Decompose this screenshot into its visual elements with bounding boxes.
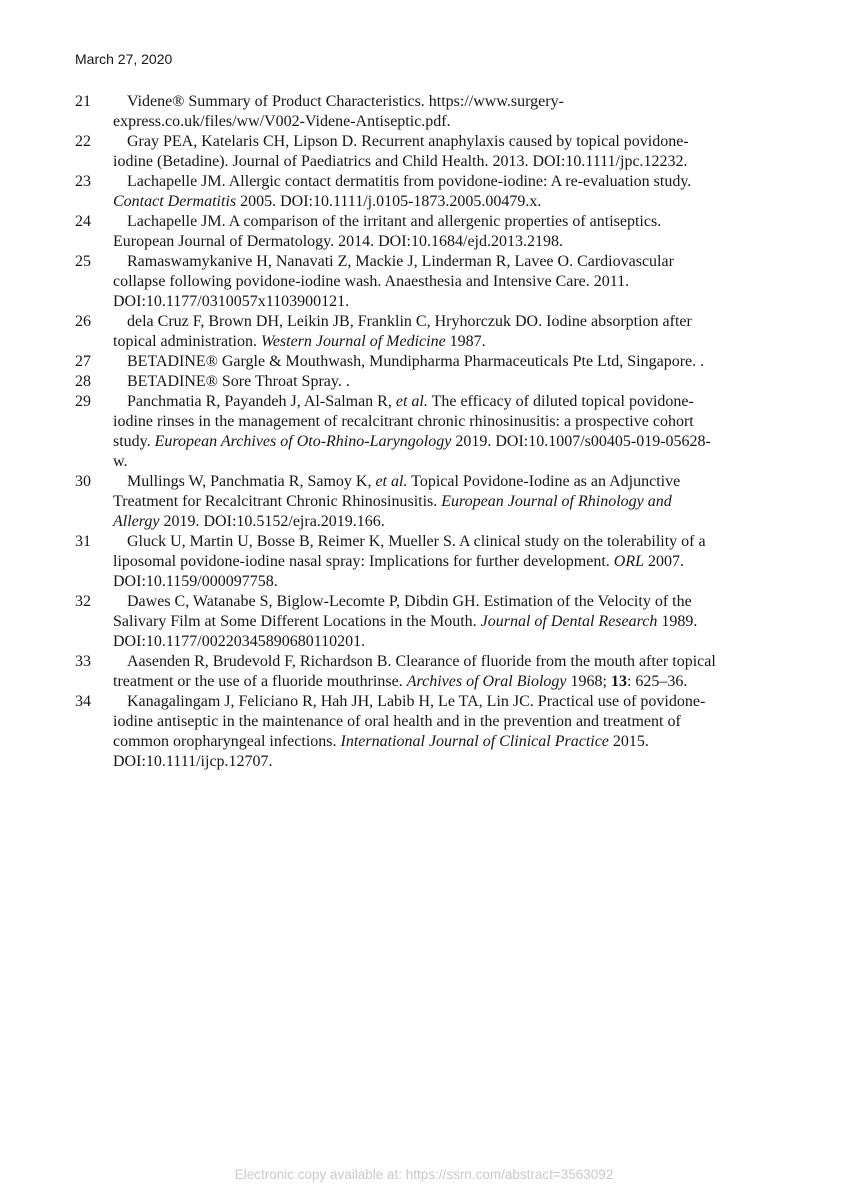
reference-number: 25: [75, 253, 91, 270]
reference-item: [75, 472, 793, 532]
reference-number: 29: [75, 393, 91, 410]
reference-journal-segment: et al.: [395, 393, 428, 410]
reference-line: [113, 632, 793, 652]
reference-journal-segment: European Journal of Rhinology and: [441, 493, 672, 510]
reference-line: [113, 692, 793, 712]
reference-text-segment: treatment or the use of a fluoride mouthrinse.: [113, 673, 407, 690]
reference-line: [113, 352, 793, 372]
reference-text-segment: Topical Povidone-Iodine as an Adjunctive: [407, 473, 681, 490]
reference-journal-segment: Western Journal of Medicine: [260, 333, 446, 350]
reference-line: [113, 372, 793, 392]
reference-line: [113, 652, 793, 672]
reference-text-segment: Panchmatia R, Payandeh J, Al-Salman R,: [127, 393, 396, 410]
reference-number: 27: [75, 353, 91, 370]
reference-number: 22: [75, 133, 91, 150]
reference-text-segment: 2019. DOI:10.5152/ejra.2019.166.: [159, 513, 385, 530]
reference-item: [75, 312, 793, 352]
reference-number: 34: [75, 693, 91, 710]
reference-text-segment: 2019. DOI:10.1007/s00405-019-05628-: [451, 433, 711, 450]
reference-text-segment: DOI:10.1111/ijcp.12707.: [113, 753, 273, 770]
reference-text-segment: collapse following povidone-iodine wash. Anaesthesia and Intensive Care. 2011.: [113, 273, 630, 290]
reference-journal-segment: Journal of Dental Research: [480, 613, 658, 630]
reference-number: 24: [75, 213, 91, 230]
reference-item: [75, 652, 793, 692]
reference-line: [113, 312, 793, 332]
reference-line: [113, 732, 793, 752]
reference-text-segment: Kanagalingam J, Feliciano R, Hah JH, Labib H, Le TA, Lin JC. Practical use of povidone-: [127, 693, 706, 710]
reference-line: [113, 272, 793, 292]
reference-text-segment: Videne® Summary of Product Characteristics. https://www.surgery-: [127, 93, 564, 110]
reference-line: [113, 92, 793, 112]
reference-item: [75, 212, 793, 252]
reference-number: 23: [75, 173, 91, 190]
reference-item: [75, 592, 793, 652]
reference-journal-segment: ORL: [613, 553, 644, 570]
reference-number: 21: [75, 93, 91, 110]
reference-line: [113, 212, 793, 232]
reference-text-segment: Dawes C, Watanabe S, Biglow-Lecomte P, Dibdin GH. Estimation of the Velocity of the: [127, 593, 692, 610]
reference-text-segment: common oropharyngeal infections.: [113, 733, 341, 750]
reference-text-segment: Mullings W, Panchmatia R, Samoy K,: [127, 473, 376, 490]
reference-number: 28: [75, 373, 91, 390]
reference-journal-segment: International Journal of Clinical Practice: [340, 733, 609, 750]
reference-item: [75, 252, 793, 312]
reference-number: 30: [75, 473, 91, 490]
reference-line: [113, 672, 793, 692]
document-date: March 27, 2020: [75, 51, 173, 67]
reference-line: [113, 152, 793, 172]
reference-item: [75, 692, 793, 772]
reference-line: [113, 172, 793, 192]
reference-line: [113, 432, 793, 452]
reference-text-segment: iodine (Betadine). Journal of Paediatrics and Child Health. 2013. DOI:10.1111/jpc.12232.: [113, 153, 688, 170]
reference-line: [113, 512, 793, 532]
reference-volume-segment: 13: [610, 673, 627, 690]
reference-line: [113, 712, 793, 732]
reference-text-segment: topical administration.: [113, 333, 261, 350]
reference-number: 32: [75, 593, 91, 610]
ssrn-watermark: Electronic copy available at: https://ssrn.com/abstract=3563092: [234, 1167, 614, 1182]
reference-line: [113, 472, 793, 492]
reference-text-segment: Ramaswamykanive H, Nanavati Z, Mackie J, Linderman R, Lavee O. Cardiovascular: [127, 253, 674, 270]
reference-line: [113, 392, 793, 412]
reference-text-segment: 1968;: [566, 673, 611, 690]
reference-text-segment: Lachapelle JM. Allergic contact dermatitis from povidone-iodine: A re-evaluation study.: [127, 173, 692, 190]
reference-journal-segment: Archives of Oral Biology: [406, 673, 567, 690]
reference-line: [113, 612, 793, 632]
reference-text-segment: DOI:10.1177/00220345890680110201.: [113, 633, 366, 650]
reference-item: [75, 172, 793, 212]
reference-text-segment: w.: [113, 453, 128, 470]
reference-text-segment: Lachapelle JM. A comparison of the irritant and allergenic properties of antiseptics.: [127, 213, 662, 230]
reference-item: [75, 132, 793, 172]
reference-text-segment: BETADINE® Gargle & Mouthwash, Mundipharma Pharmaceuticals Pte Ltd, Singapore. .: [127, 353, 705, 370]
reference-line: [113, 232, 793, 252]
reference-line: [113, 752, 793, 772]
reference-item: [75, 372, 793, 392]
reference-text-segment: DOI:10.1177/0310057x1103900121.: [113, 293, 350, 310]
reference-text-segment: 2005. DOI:10.1111/j.0105-1873.2005.00479.x.: [236, 193, 542, 210]
reference-text-segment: The efficacy of diluted topical povidone-: [427, 393, 694, 410]
reference-text-segment: BETADINE® Sore Throat Spray. .: [127, 373, 350, 390]
reference-item: [75, 352, 793, 372]
reference-text-segment: Treatment for Recalcitrant Chronic Rhinosinusitis.: [113, 493, 442, 510]
reference-line: [113, 132, 793, 152]
reference-line: [113, 572, 793, 592]
reference-text-segment: liposomal povidone-iodine nasal spray: Implications for further development.: [113, 553, 614, 570]
reference-text-segment: express.co.uk/files/ww/V002-Videne-Antiseptic.pdf.: [113, 113, 451, 130]
reference-text-segment: Gluck U, Martin U, Bosse B, Reimer K, Mueller S. A clinical study on the tolerability of a: [127, 533, 706, 550]
reference-journal-segment: European Archives of Oto-Rhino-Laryngology: [154, 433, 452, 450]
reference-item: [75, 532, 793, 592]
reference-item: [75, 392, 793, 472]
reference-number: 31: [75, 533, 91, 550]
reference-line: [113, 112, 793, 132]
reference-text-segment: iodine rinses in the management of recalcitrant chronic rhinosinusitis: a prospective cohort: [113, 413, 694, 430]
reference-text-segment: European Journal of Dermatology. 2014. DOI:10.1684/ejd.2013.2198.: [113, 233, 563, 250]
reference-list: [75, 92, 793, 772]
reference-number: 26: [75, 313, 91, 330]
reference-text-segment: : 625–36.: [626, 673, 688, 690]
reference-text-segment: iodine antiseptic in the maintenance of oral health and in the prevention and treatment of: [113, 713, 681, 730]
reference-text-segment: Salivary Film at Some Different Locations in the Mouth.: [113, 613, 481, 630]
reference-line: [113, 192, 793, 212]
reference-line: [113, 292, 793, 312]
reference-line: [113, 552, 793, 572]
reference-number: 33: [75, 653, 91, 670]
reference-text-segment: Gray PEA, Katelaris CH, Lipson D. Recurrent anaphylaxis caused by topical povidone-: [127, 133, 689, 150]
reference-text-segment: 2007.: [644, 553, 684, 570]
reference-text-segment: Aasenden R, Brudevold F, Richardson B. Clearance of fluoride from the mouth after topical: [127, 653, 716, 670]
reference-text-segment: study.: [113, 433, 155, 450]
reference-line: [113, 592, 793, 612]
reference-journal-segment: Contact Dermatitis: [113, 193, 237, 210]
reference-journal-segment: et al.: [375, 473, 408, 490]
reference-line: [113, 412, 793, 432]
reference-line: [113, 492, 793, 512]
reference-text-segment: DOI:10.1159/000097758.: [113, 573, 278, 590]
reference-line: [113, 332, 793, 352]
reference-text-segment: 2015.: [608, 733, 649, 750]
reference-text-segment: 1987.: [445, 333, 486, 350]
reference-line: [113, 532, 793, 552]
reference-text-segment: 1989.: [657, 613, 698, 630]
reference-journal-segment: Allergy: [113, 513, 160, 530]
reference-text-segment: dela Cruz F, Brown DH, Leikin JB, Franklin C, Hryhorczuk DO. Iodine absorption after: [127, 313, 692, 330]
reference-line: [113, 452, 793, 472]
reference-item: [75, 92, 793, 132]
reference-line: [113, 252, 793, 272]
